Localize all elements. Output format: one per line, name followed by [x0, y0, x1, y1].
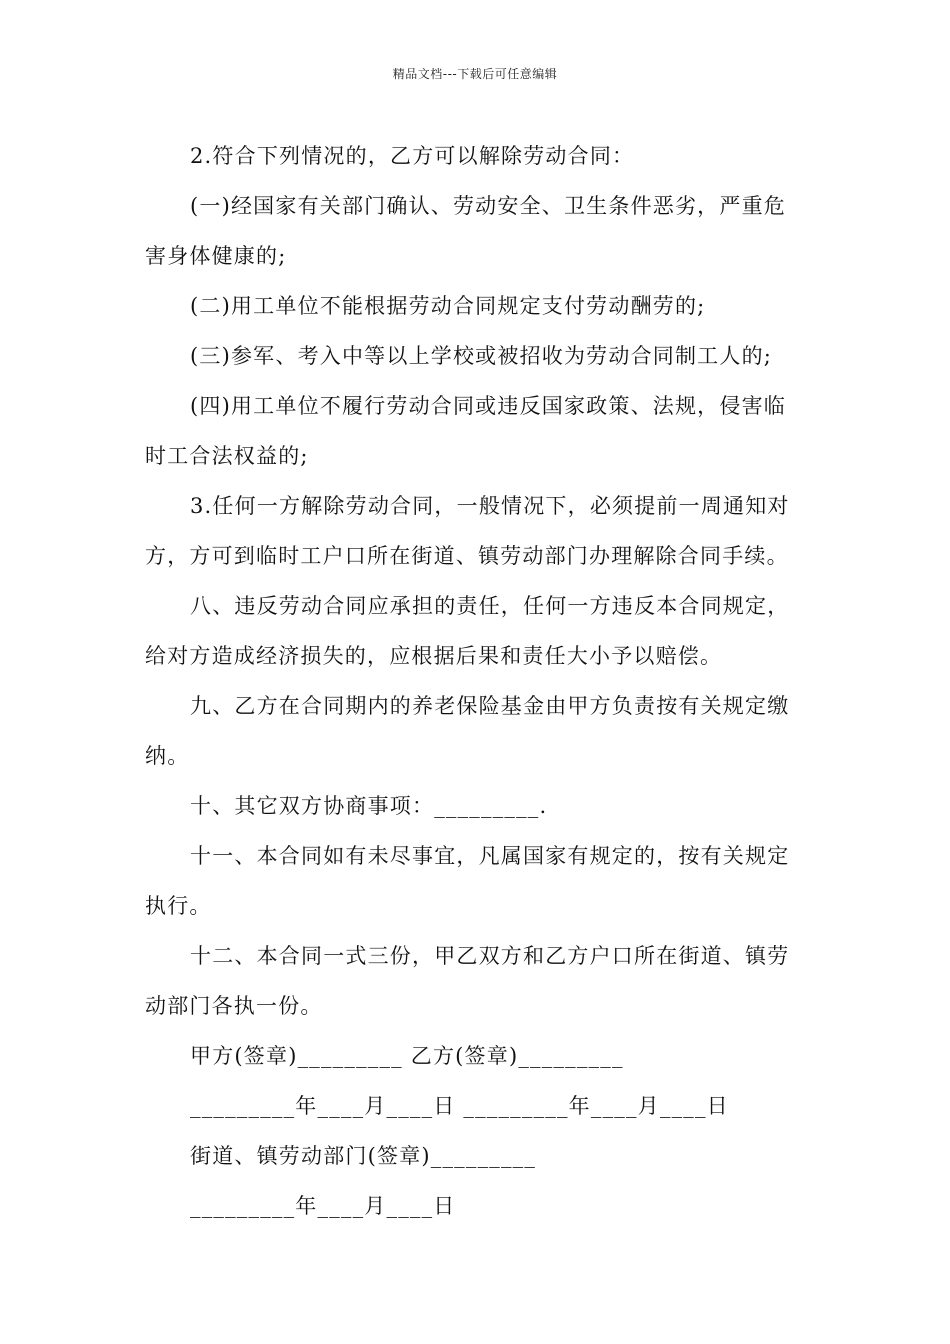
- clause-2-item-1-line-1: (一)经国家有关部门确认、劳动安全、卫生条件恶劣，严重危: [190, 194, 786, 218]
- article-9-line-2: 纳。: [145, 744, 190, 768]
- article-11-line-2: 执行。: [145, 894, 212, 918]
- signature-parties: 甲方(签章)_________ 乙方(签章)_________: [190, 1044, 624, 1068]
- signature-labor-dept-date: _________年____月____日: [190, 1194, 456, 1218]
- document-body: [145, 131, 810, 1231]
- article-11-line-1: 十一、本合同如有未尽事宜，凡属国家有规定的，按有关规定: [190, 844, 790, 868]
- page-header: 精品文档---下载后可任意编辑: [392, 67, 558, 81]
- signature-labor-dept: 街道、镇劳动部门(签章)_________: [190, 1144, 537, 1168]
- clause-3-line-2: 方，方可到临时工户口所在街道、镇劳动部门办理解除合同手续。: [145, 544, 789, 568]
- clause-2-item-4-line-1: (四)用工单位不履行劳动合同或违反国家政策、法规，侵害临: [190, 394, 786, 418]
- clause-3-line-1: 3.任何一方解除劳动合同，一般情况下，必须提前一周通知对: [190, 494, 790, 518]
- clause-2-heading: 2.符合下列情况的，乙方可以解除劳动合同：: [190, 144, 635, 168]
- article-10: 十、其它双方协商事项：_________.: [190, 794, 548, 818]
- article-9-line-1: 九、乙方在合同期内的养老保险基金由甲方负责按有关规定缴: [190, 694, 790, 718]
- clause-2-item-1-line-2: 害身体健康的;: [145, 244, 287, 268]
- signature-dates: _________年____月____日 _________年____月____日: [190, 1094, 729, 1118]
- article-8-line-1: 八、违反劳动合同应承担的责任，任何一方违反本合同规定，: [190, 594, 790, 618]
- clause-2-item-3: (三)参军、考入中等以上学校或被招收为劳动合同制工人的;: [190, 344, 773, 368]
- article-12-line-2: 动部门各执一份。: [145, 994, 323, 1018]
- clause-2-item-4-line-2: 时工合法权益的;: [145, 444, 309, 468]
- clause-2-item-2: (二)用工单位不能根据劳动合同规定支付劳动酬劳的;: [190, 294, 706, 318]
- article-12-line-1: 十二、本合同一式三份，甲乙双方和乙方户口所在街道、镇劳: [190, 944, 790, 968]
- article-8-line-2: 给对方造成经济损失的，应根据后果和责任大小予以赔偿。: [145, 644, 723, 668]
